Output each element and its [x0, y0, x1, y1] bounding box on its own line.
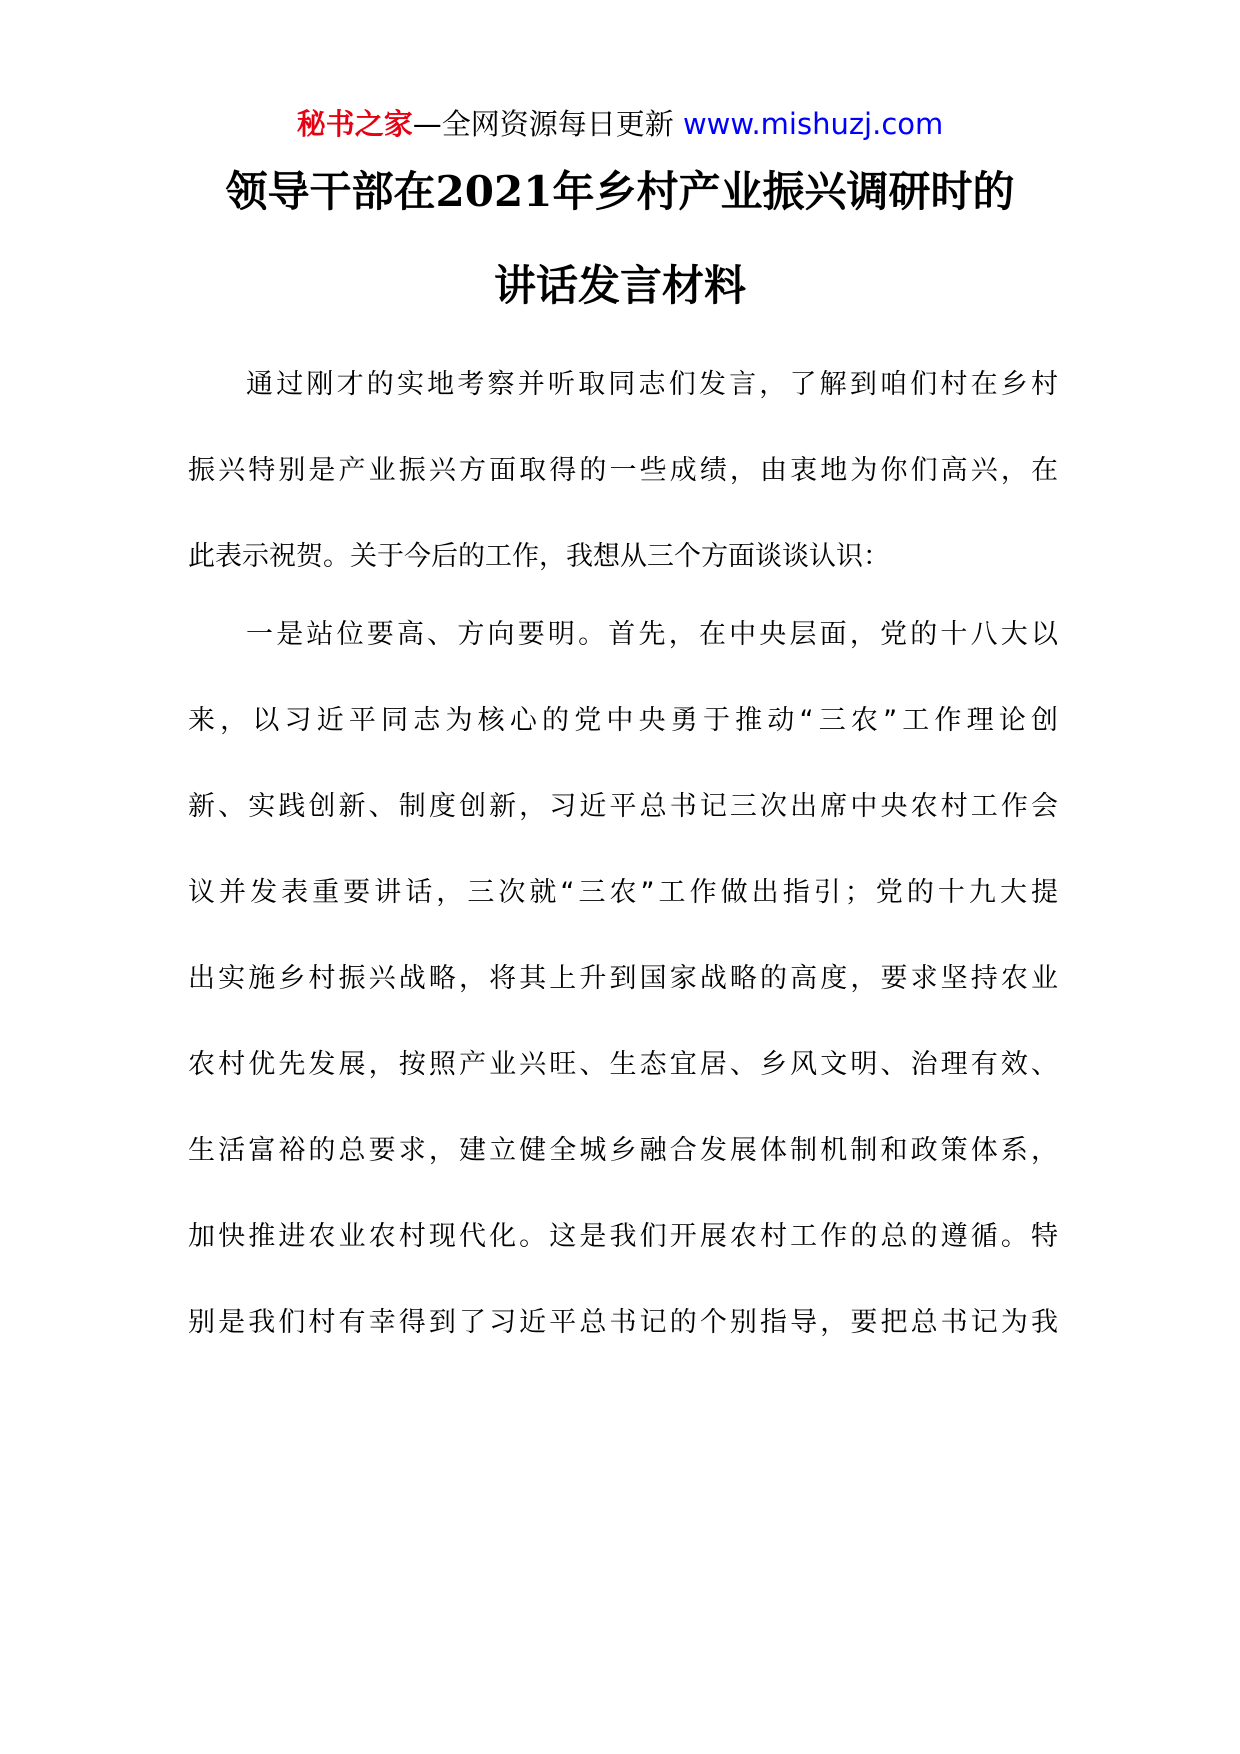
paragraph-2-line-7: 生活富裕的总要求，建立健全城乡融合发展体制机制和政策体系，	[188, 1135, 1058, 1166]
paragraph-2-line-4: 议并发表重要讲话，三次就“三农”工作做出指引；党的十九大提	[188, 877, 1058, 908]
site-url-link[interactable]: www.mishuzj.com	[682, 107, 944, 141]
document-title-line-1: 领导干部在2021年乡村产业振兴调研时的	[225, 167, 1015, 216]
paragraph-1-line-2: 振兴特别是产业振兴方面取得的一些成绩，由衷地为你们高兴，在	[188, 455, 1058, 486]
document-title-line-2: 讲话发言材料	[493, 261, 746, 310]
paragraph-2-line-2: 来，以习近平同志为核心的党中央勇于推动“三农”工作理论创	[188, 705, 1058, 736]
brand-name: 秘书之家	[296, 107, 413, 141]
paragraph-2-line-6: 农村优先发展，按照产业兴旺、生态宜居、乡风文明、治理有效、	[188, 1049, 1058, 1080]
paragraph-1-line-3: 此表示祝贺。关于今后的工作，我想从三个方面谈谈认识：	[188, 541, 890, 572]
site-header	[0, 104, 1240, 144]
paragraph-2-line-5: 出实施乡村振兴战略，将其上升到国家战略的高度，要求坚持农业	[188, 963, 1058, 994]
paragraph-2-line-3: 新、实践创新、制度创新，习近平总书记三次出席中央农村工作会	[188, 791, 1058, 822]
paragraph-1-line-1: 通过刚才的实地考察并听取同志们发言，了解到咱们村在乡村	[246, 369, 1058, 400]
paragraph-2-line-9: 别是我们村有幸得到了习近平总书记的个别指导，要把总书记为我	[188, 1307, 1058, 1338]
paragraph-2-line-8: 加快推进农业农村现代化。这是我们开展农村工作的总的遵循。特	[188, 1221, 1058, 1252]
paragraph-2-line-1: 一是站位要高、方向要明。首先，在中央层面，党的十八大以	[246, 619, 1058, 650]
header-tagline: —全网资源每日更新	[412, 107, 674, 141]
